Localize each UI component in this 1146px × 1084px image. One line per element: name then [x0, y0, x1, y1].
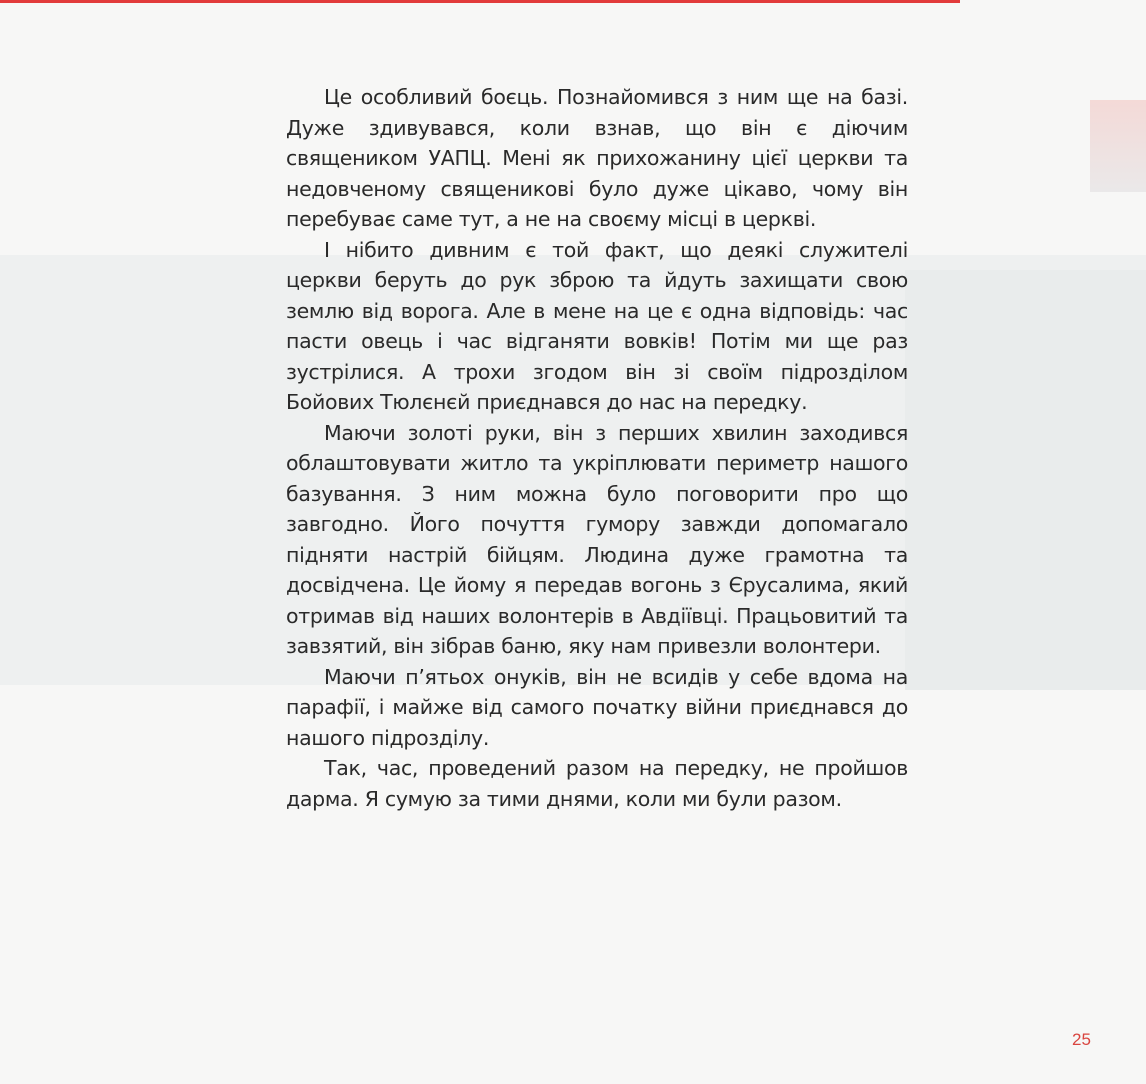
- article-body: [286, 82, 908, 814]
- top-red-rule: [0, 0, 960, 3]
- background-bleed-accent: [1090, 100, 1146, 192]
- paragraph-2: І нібито дивним є той факт, що деякі служителі церкви беруть до рук зброю та йдуть захищати свою землю від ворога. Але в мене на це є одна відповідь: час пасти овець і час відганяти вовків! Потім ми ще раз зустрілися. А трохи згодом він зі своїм підрозділом Бойових Тюлєнєй приєднався до нас на передку.: [286, 237, 908, 414]
- paragraph-4: Маючи п’ятьох онуків, він не всидів у себе вдома на парафії, і майже від самого початку війни приєднався до нашого підрозділу.: [286, 664, 908, 750]
- background-bleed-panel: [905, 270, 1146, 690]
- paragraph-5: Так, час, проведений разом на передку, не пройшов дарма. Я сумую за тими днями, коли ми були разом.: [286, 756, 908, 811]
- page-number: 25: [1072, 1030, 1091, 1049]
- paragraph-3: Маючи золоті руки, він з перших хвилин заходився облаштовувати житло та укріплювати периметр нашого базування. З ним можна було поговорити про що завгодно. Його почуття гумору завжди допомагало підняти настрій бійцям. Людина дуже грамотна та досвідчена. Це йому я передав вогонь з Єрусалима, який отримав від наших волонтерів в Авдіївці. Працьовитий та завзятий, він зібрав баню, яку нам привезли волонтери.: [286, 420, 908, 658]
- paragraph-1: Це особливий боєць. Познайомився з ним ще на базі. Дуже здивувався, коли взнав, що він є діючим священиком УАПЦ. Мені як прихожанину цієї церкви та недовченому священикові було дуже цікаво, чому він перебуває саме тут, а не на своєму місці в церкві.: [286, 85, 908, 231]
